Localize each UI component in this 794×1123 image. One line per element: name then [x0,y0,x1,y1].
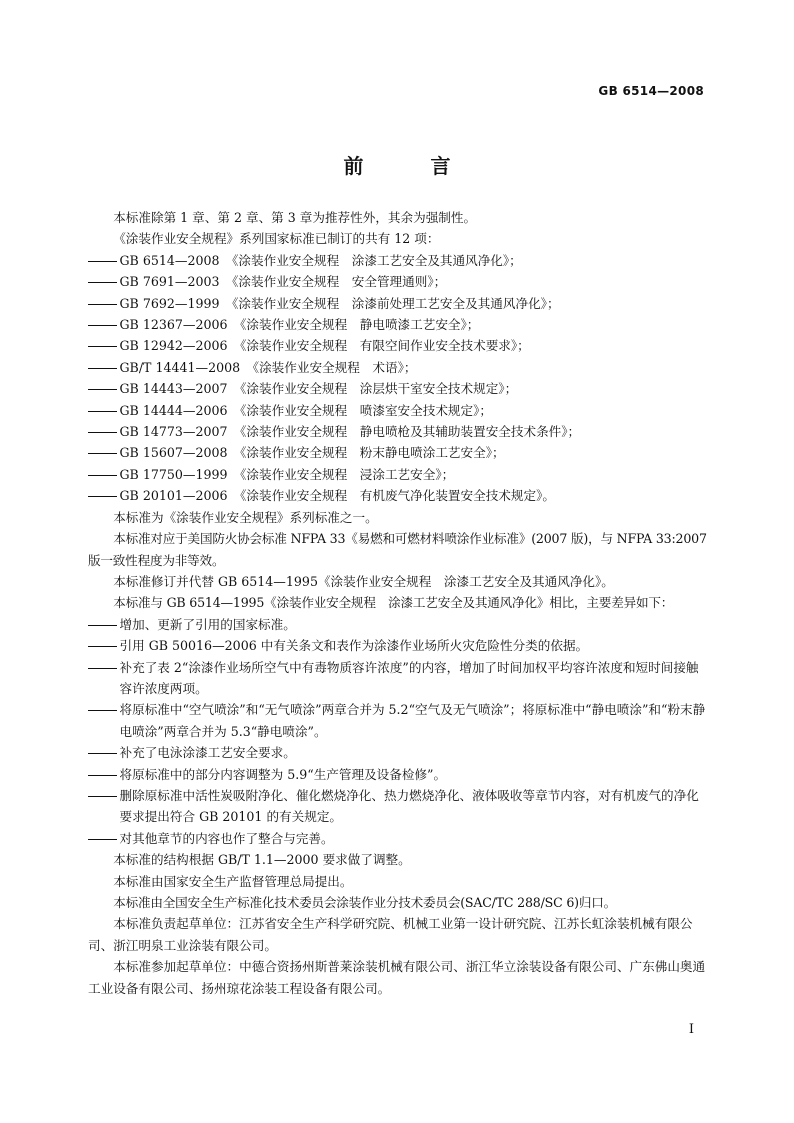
standard-title: 《涂装作业安全规程 安全管理通则》； [225,274,447,290]
standard-title: 《涂装作业安全规程 粉末静电喷涂工艺安全》； [233,445,505,461]
standard-code: GB 15607—2008 [119,445,228,461]
standard-code: GB 12942—2006 [119,338,228,354]
change-text: 补充了表 2“涂漆作业场所空气中有毒物质容许浓度”的内容，增加了时间加权平均容许浓度和短时间接触容许浓度两项。 [119,659,699,696]
paragraph-series-member: 本标准为《涂装作业安全规程》系列标准之一。 [113,509,378,525]
changes-list [88,614,708,849]
standard-code-header: GB 6514—2008 [598,84,704,98]
dash-mark [88,250,120,271]
change-text: 增加、更新了引用的国家标准。 [119,616,296,632]
dash-mark [88,657,120,678]
dash-mark [88,293,120,314]
change-text: 删除原标准中活性炭吸附净化、催化燃烧净化、热力燃烧净化、液体吸收等章节内容，对有机废气的净化要求提出符合 GB 20101 的有关规定。 [119,787,699,825]
page-number: I [688,1022,694,1037]
dash-mark [88,635,120,656]
dash-mark [88,785,120,806]
list-item [88,464,708,485]
standard-title: 《涂装作业安全规程 涂漆工艺安全及其通风净化》； [225,252,522,268]
paragraph-structure: 本标准的结构根据 GB/T 1.1—2000 要求做了调整。 [113,852,411,868]
standard-code: GB 6514—2008 [119,252,220,268]
standard-code: GB 14773—2007 [119,424,228,440]
list-item [88,335,708,356]
list-item [88,271,708,292]
list-item [88,293,708,314]
standard-title: 《涂装作业安全规程 静电喷枪及其辅助装置安全技术条件》； [233,424,581,440]
dash-mark [88,271,120,292]
paragraph-proposer: 本标准由国家安全生产监督管理总局提出。 [113,873,353,889]
paragraph-differences-intro: 本标准与 GB 6514—1995《涂装作业安全规程 涂漆工艺安全及其通风净化》相比，主要差异如下： [113,595,674,611]
list-item [88,442,708,463]
change-text: 对其他章节的内容也作了整合与完善。 [119,830,334,846]
list-item [88,614,708,635]
standard-code: GB 14444—2006 [119,402,228,418]
list-item [88,378,708,399]
change-text: 引用 GB 50016—2006 中有关条文和表作为涂漆作业场所火灾危险性分类的依据。 [119,638,589,654]
list-item [88,400,708,421]
dash-mark [88,357,120,378]
list-item [88,742,708,763]
paragraph-nfpa-correspondence: 本标准对应于美国防火协会标准 NFPA 33《易燃和可燃材料喷涂作业标准》(2007 版)，与 NFPA 33:2007版一致性程度为非等效。 [88,531,707,568]
standard-title: 《涂装作业安全规程 术语》； [246,359,417,375]
standard-title: 《涂装作业安全规程 有限空间作业安全技术要求》； [233,338,530,354]
standard-code: GB 14443—2007 [119,381,228,397]
paragraph-technical-committee: 本标准由全国安全生产标准化技术委员会涂装作业分技术委员会(SAC/TC 288/SC 6)归口。 [113,895,617,910]
standard-title: 《涂装作业安全规程 涂层烘干室安全技术规定》； [233,381,518,397]
standard-title: 《涂装作业安全规程 浸涂工艺安全》； [233,466,455,482]
list-item [88,421,708,442]
standard-code: GB/T 14441—2008 [119,359,241,375]
paragraph-participating-drafters: 本标准参加起草单位：中德合资扬州斯普莱涂装机械有限公司、浙江华立涂装设备有限公司、广东佛山奥通工业设备有限公司、扬州琼花涂装工程设备有限公司。 [88,959,706,996]
paragraph-supersedes: 本标准修订并代替 GB 6514—1995《涂装作业安全规程 涂漆工艺安全及其通风净化》。 [113,573,614,589]
change-text: 将原标准中“空气喷涂”和“无气喷涂”两章合并为 5.2“空气及无气喷涂”；将原标准中“静电喷涂”和“粉末静电喷涂”两章合并为 5.3“静电喷涂”。 [119,702,706,739]
paragraph-scope: 本标准除第 1 章、第 2 章、第 3 章为推荐性外，其余为强制性。 [113,210,477,225]
paragraph-series-intro: 《涂装作业安全规程》系列国家标准已制订的共有 12 项： [113,231,440,247]
standard-code: GB 20101—2006 [119,488,228,504]
change-text: 补充了电泳涂漆工艺安全要求。 [119,745,296,761]
list-item [88,357,708,378]
document-body [88,207,708,999]
dash-mark [88,699,120,720]
dash-mark [88,400,120,421]
dash-mark [88,314,120,335]
list-item [88,314,708,335]
dash-mark [88,464,120,485]
dash-mark [88,614,120,635]
list-item [88,657,708,700]
standards-list [88,250,708,507]
dash-mark [88,764,120,785]
standard-code: GB 7691—2003 [119,274,220,290]
standard-title: 《涂装作业安全规程 静电喷漆工艺安全》； [233,317,480,333]
paragraph-lead-drafters: 本标准负责起草单位：江苏省安全生产科学研究院、机械工业第一设计研究院、江苏长虹涂装机械有限公司、浙江明泉工业涂装有限公司。 [88,916,693,953]
standard-title: 《涂装作业安全规程 有机废气净化装置安全技术规定》。 [233,488,555,504]
list-item [88,635,708,656]
standard-title: 《涂装作业安全规程 喷漆室安全技术规定》； [233,402,492,418]
dash-mark [88,442,120,463]
standard-title: 《涂装作业安全规程 涂漆前处理工艺安全及其通风净化》； [225,295,560,311]
list-item [88,785,708,828]
standard-code: GB 7692—1999 [119,295,220,311]
list-item [88,699,708,742]
list-item [88,250,708,271]
list-item [88,485,708,506]
dash-mark [88,421,120,442]
dash-mark [88,378,120,399]
dash-mark [88,335,120,356]
list-item [88,828,708,849]
standard-code: GB 12367—2006 [119,317,228,333]
standard-code: GB 17750—1999 [119,466,228,482]
page-title: 前 言 [343,154,481,178]
change-text: 将原标准中的部分内容调整为 5.9“生产管理及设备检修”。 [119,766,447,782]
list-item [88,764,708,785]
dash-mark [88,742,120,763]
dash-mark [88,828,120,849]
dash-mark [88,485,120,506]
